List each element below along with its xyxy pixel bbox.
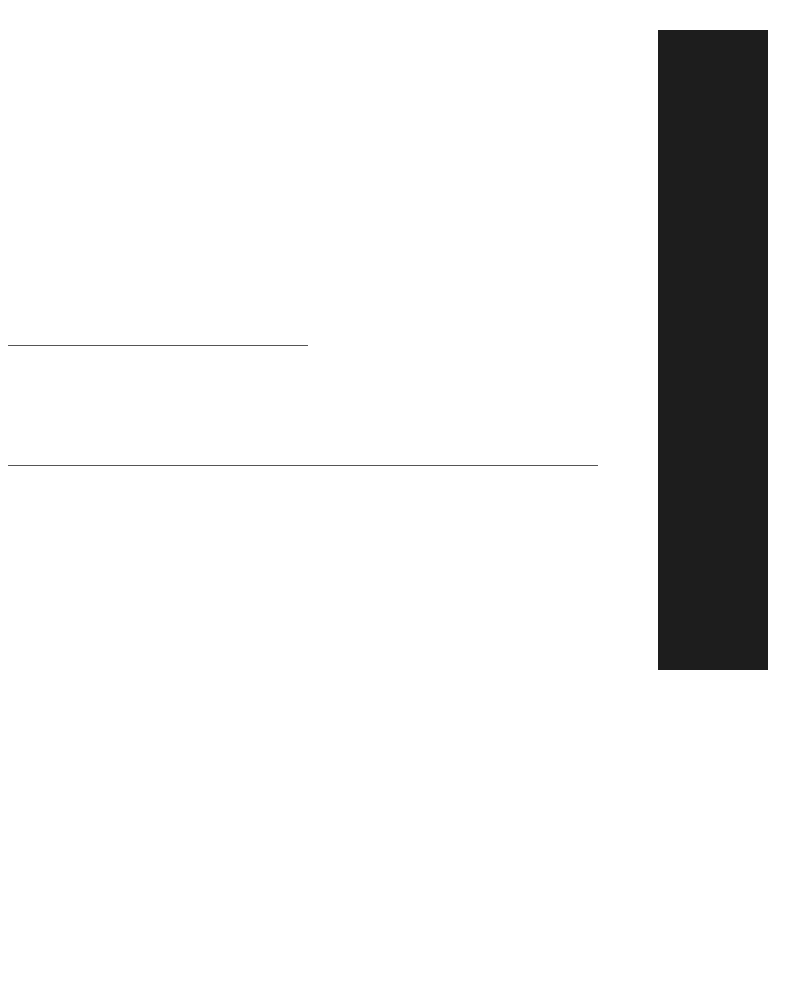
- inset-body-a: [8, 160, 303, 345]
- inset-body-c: [305, 475, 595, 570]
- sidebar-body: [545, 675, 790, 880]
- inset-body-b: [8, 353, 303, 573]
- divider-inset-a: [8, 345, 308, 346]
- lead-paragraph: [408, 28, 598, 468]
- headline-banner: [658, 30, 768, 670]
